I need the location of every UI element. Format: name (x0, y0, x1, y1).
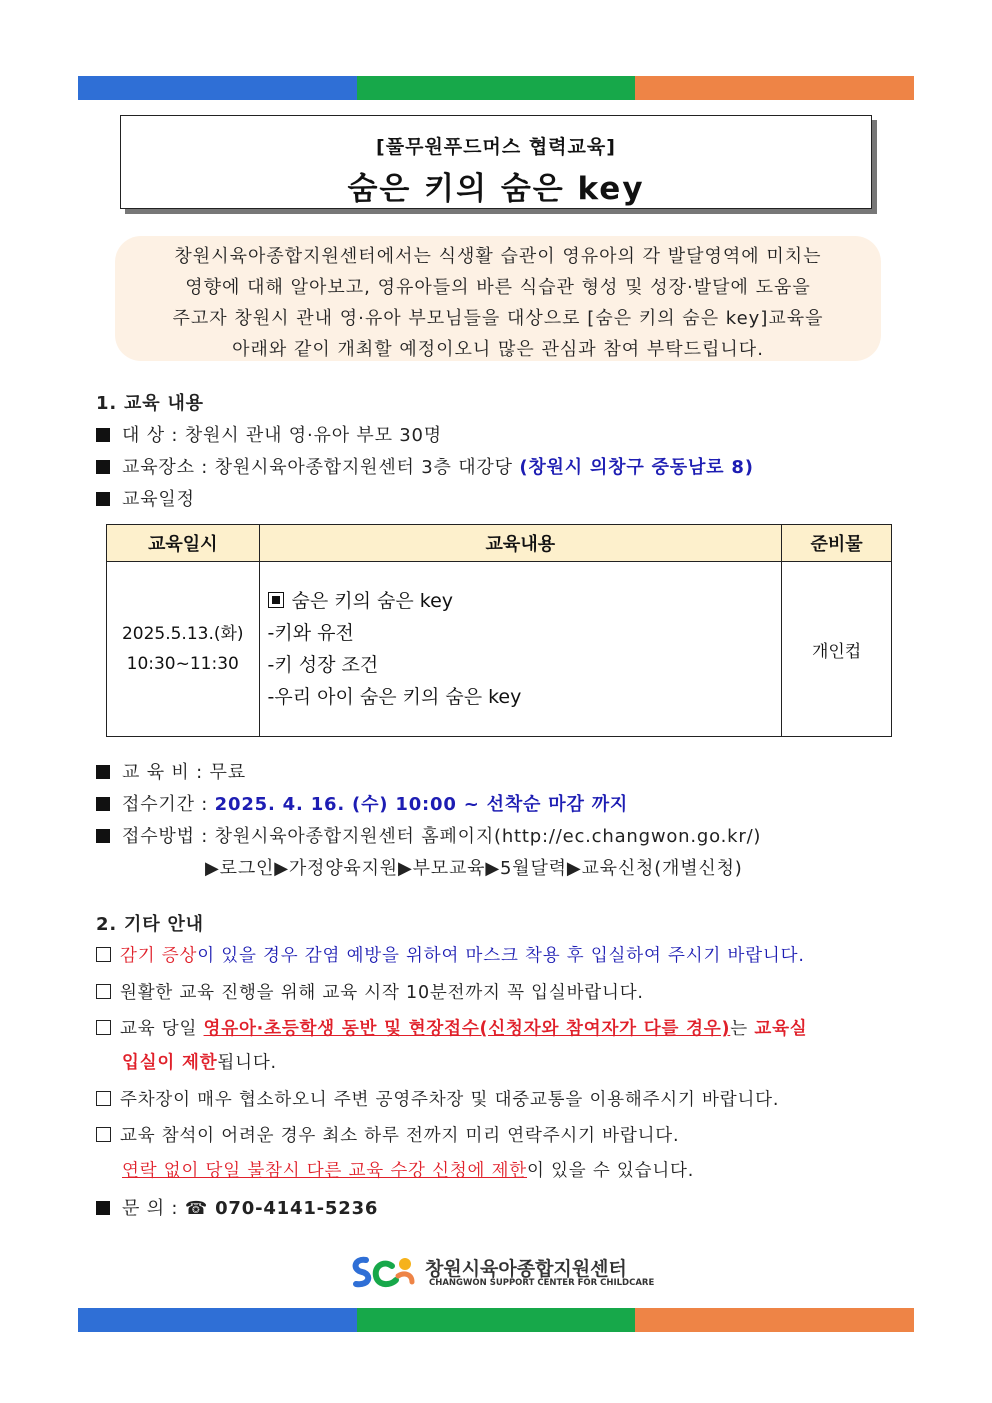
content-title: 숨은 키의 숨은 key (291, 590, 454, 612)
checkbox-icon (96, 1020, 111, 1035)
bar-orange (635, 1308, 914, 1332)
intro-line-1: 창원시육아종합지원센터에서는 식생활 습관이 영유아의 각 발달영역에 미치는 (174, 246, 822, 267)
notice-2-text: 원활한 교육 진행을 위해 교육 시작 10분전까지 꼭 입실바랍니다. (120, 983, 644, 1003)
notice-4-text: 주차장이 매우 협소하오니 주변 공영주차장 및 대중교통을 이용해주시기 바랍니다. (120, 1090, 780, 1110)
notice-5-cont (122, 1157, 694, 1182)
schedule-table (106, 524, 892, 737)
org-name-english: CHANGWON SUPPORT CENTER FOR CHILDCARE (429, 1278, 655, 1288)
notice-5-highlight: 연락 없이 당일 불참시 다른 교육 수강 신청에 제한 (122, 1161, 528, 1181)
schedule-row (96, 485, 195, 511)
place-value: 창원시육아종합지원센터 3층 대강당 (214, 457, 520, 478)
notice-5-text: 교육 참석이 어려운 경우 최소 하루 전까지 미리 연락주시기 바랍니다. (120, 1126, 680, 1146)
method-row (96, 822, 761, 848)
square-bullet-icon (96, 492, 110, 506)
logo-mark-icon (350, 1252, 420, 1292)
notice-5-end: 이 있을 수 있습니다. (527, 1161, 695, 1181)
checkbox-icon (96, 984, 111, 999)
fee-label: 교 육 비 : (122, 762, 210, 783)
bar-blue (78, 76, 357, 100)
bar-blue (78, 1308, 357, 1332)
org-logo (350, 1252, 655, 1292)
content-cell (259, 562, 782, 737)
method-path: ▶로그인▶가정양육지원▶부모교육▶5월달력▶교육신청(개별신청) (205, 858, 743, 879)
notice-1 (96, 942, 805, 967)
date-text: 2025.5.13.(화) (121, 624, 244, 644)
bar-green (357, 1308, 636, 1332)
notice-1-text: 이 있을 경우 감염 예방을 위하여 마스크 착용 후 입실하여 주시기 바랍니다. (197, 946, 805, 966)
contact-label: 문 의 : (122, 1198, 185, 1219)
contact-row (96, 1194, 378, 1220)
checkbox-icon (96, 947, 111, 962)
intro-line-4: 아래와 같이 개최할 예정이오니 많은 관심과 참여 부탁드립니다. (232, 339, 764, 360)
square-bullet-icon (96, 428, 110, 442)
section1-heading: 1. 교육 내용 (96, 393, 204, 414)
target-row (96, 421, 442, 447)
square-bullet-icon (96, 460, 110, 474)
checkbox-icon (96, 1127, 111, 1142)
page-title: 숨은 키의 숨은 key (347, 171, 645, 207)
place-label: 교육장소 : (122, 457, 215, 478)
period-value: 2025. 4. 16. (수) 10:00 ~ 선착순 마감 까지 (214, 794, 629, 815)
content-item: -키 성장 조건 (267, 654, 379, 676)
notice-3-highlight-3: 입실이 제한 (122, 1053, 218, 1073)
notice-3 (96, 1015, 807, 1040)
intro-line-3: 주고자 창원시 관내 영·유아 부모님들을 대상으로 [숨은 키의 숨은 key]교육을 (172, 308, 824, 329)
notice-4 (96, 1086, 779, 1111)
table-header-row (107, 525, 892, 562)
bar-green (357, 76, 636, 100)
checkbox-icon (96, 1091, 111, 1106)
supplies-cell: 개인컵 (782, 562, 892, 737)
notice-3-highlight-2: 교육실 (754, 1019, 808, 1039)
intro-line-2: 영향에 대해 알아보고, 영유아들의 바른 식습관 형성 및 성장·발달에 도움을 (185, 277, 811, 298)
contact-phone: 070-4141-5236 (215, 1198, 379, 1219)
header-date: 교육일시 (107, 525, 260, 562)
square-bullet-icon (96, 765, 110, 779)
fee-value: 무료 (209, 762, 246, 783)
notice-5 (96, 1122, 679, 1147)
square-bullet-icon (96, 797, 110, 811)
period-row (96, 790, 628, 816)
org-name: 창원시육아종합지원센터 (425, 1258, 627, 1280)
content-title-row (268, 585, 781, 617)
section2-heading: 2. 기타 안내 (96, 914, 204, 935)
header-supplies: 준비물 (782, 525, 892, 562)
notice-3-end: 됩니다. (217, 1053, 277, 1073)
fee-row (96, 758, 246, 784)
period-label: 접수기간 : (122, 794, 215, 815)
square-bullet-icon (96, 1201, 110, 1215)
notice-3-cont (122, 1049, 277, 1074)
target-value: 창원시 관내 영·유아 부모 30명 (184, 425, 442, 446)
selected-square-icon (268, 592, 284, 608)
notice-3-mid: 는 (730, 1019, 755, 1039)
intro-box (115, 236, 881, 361)
notice-2 (96, 979, 644, 1004)
content-item: -키와 유전 (267, 622, 354, 644)
square-bullet-icon (96, 829, 110, 843)
notice-3-highlight: 영유아·초등학생 동반 및 현장접수(신청자와 참여자가 다를 경우) (203, 1019, 731, 1039)
content-item: -우리 아이 숨은 키의 숨은 key (267, 686, 522, 708)
place-row (96, 453, 754, 479)
time-text: 10:30~11:30 (126, 654, 239, 674)
schedule-label: 교육일정 (122, 489, 195, 510)
top-color-bar (78, 76, 914, 100)
method-label: 접수방법 : (122, 826, 215, 847)
notice-3-pre: 교육 당일 (120, 1019, 204, 1039)
phone-icon: ☎ (184, 1198, 216, 1219)
title-subtitle: [풀무원푸드머스 협력교육] (376, 136, 616, 158)
place-address: (창원시 의창구 중동남로 8) (519, 457, 754, 478)
notice-1-highlight: 감기 증상 (120, 946, 198, 966)
header-content: 교육내용 (259, 525, 782, 562)
table-row (107, 562, 892, 737)
target-label: 대 상 : (122, 425, 185, 446)
title-box (120, 115, 872, 209)
method-value: 창원시육아종합지원센터 홈페이지(http://ec.changwon.go.kr/) (214, 826, 762, 847)
bottom-color-bar (78, 1308, 914, 1332)
bar-orange (635, 76, 914, 100)
date-cell (107, 562, 260, 737)
